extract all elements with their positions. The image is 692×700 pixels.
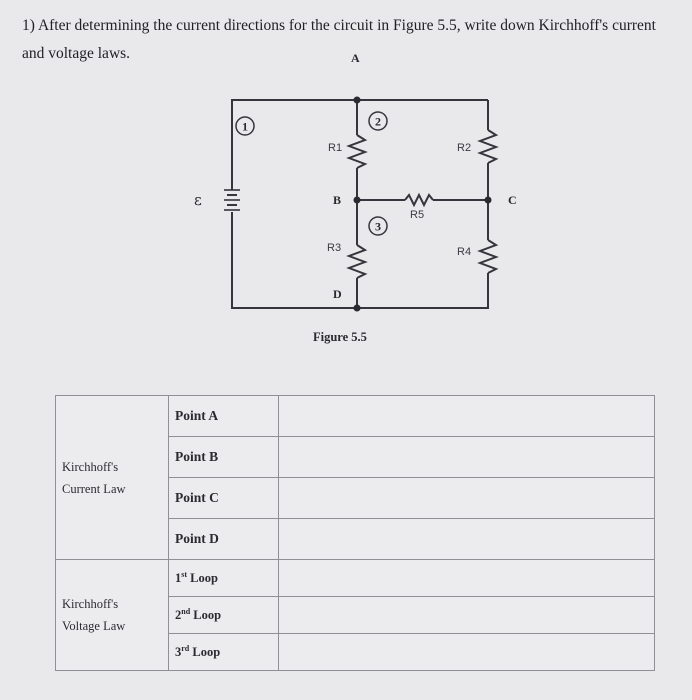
kcl-point-d-answer[interactable] — [279, 519, 655, 560]
kvl-loop-3-sup: rd — [181, 643, 190, 653]
kvl-loop-2-num: 2 — [175, 608, 182, 623]
node-a-dot — [354, 97, 361, 104]
r3-label: R3 — [327, 242, 342, 254]
loop-3-label: 3 — [375, 219, 381, 234]
r4-label: R4 — [457, 246, 472, 258]
kvl-table — [55, 559, 655, 671]
table-row — [56, 396, 655, 437]
kvl-loop-1-word: Loop — [190, 571, 218, 586]
kvl-loop-1-answer[interactable] — [279, 560, 655, 597]
question-body: After determining the current directions for the circuit in Figure 5.5, write down Kirchhoff's current and voltage laws. — [22, 17, 656, 62]
kvl-loop-3-answer[interactable] — [279, 634, 655, 671]
kvl-loop-3-num: 3 — [175, 645, 182, 660]
answer-tables — [55, 395, 655, 671]
node-c-label: C — [508, 193, 517, 207]
kcl-point-b-label: Point B — [169, 437, 279, 478]
question-number: 1) — [22, 17, 35, 34]
kvl-label-line1: Kirchhoff's — [62, 597, 119, 611]
kvl-loop-2-sup: nd — [181, 606, 191, 616]
kcl-label-line1: Kirchhoff's — [62, 459, 119, 474]
loop-2-label: 2 — [375, 114, 381, 129]
kcl-point-a-answer[interactable] — [279, 396, 655, 437]
kcl-point-c-label: Point C — [169, 478, 279, 519]
resistor-r5-zigzag — [405, 195, 433, 205]
kvl-category — [56, 560, 169, 671]
node-c-dot — [485, 197, 492, 204]
table-row — [56, 560, 655, 597]
kvl-loop-2-label — [169, 597, 279, 634]
resistor-r4-zigzag — [480, 240, 496, 273]
kvl-loop-3-word: Loop — [192, 645, 221, 660]
node-b-dot — [354, 197, 361, 204]
resistor-r1-zigzag — [349, 135, 365, 168]
kcl-point-c-answer[interactable] — [279, 478, 655, 519]
r2-label: R2 — [457, 142, 472, 154]
kvl-loop-1-label — [169, 560, 279, 597]
kvl-label-line2: Voltage Law — [62, 619, 126, 633]
kcl-point-d-label: Point D — [169, 519, 279, 560]
figure-caption: Figure 5.5 — [313, 330, 367, 344]
kvl-loop-1-num: 1 — [175, 571, 182, 586]
r5-label: R5 — [410, 209, 425, 221]
resistor-r2-zigzag — [480, 130, 496, 163]
emf-symbol: ε — [194, 191, 202, 209]
kvl-loop-2-word: Loop — [193, 608, 222, 623]
node-d-label: D — [333, 287, 342, 301]
wire-r4-bottom — [357, 273, 488, 308]
kcl-category — [56, 396, 169, 560]
loop-1-label: 1 — [242, 119, 248, 134]
kcl-table — [55, 395, 655, 560]
kcl-point-a-label: Point A — [169, 396, 279, 437]
battery-icon — [224, 190, 240, 210]
node-b-label: B — [333, 193, 342, 207]
r1-label: R1 — [328, 142, 343, 154]
kvl-loop-2-answer[interactable] — [279, 597, 655, 634]
node-a-label: A — [351, 51, 360, 65]
resistor-r3-zigzag — [349, 245, 365, 278]
kcl-point-b-answer[interactable] — [279, 437, 655, 478]
kcl-label-line2: Current Law — [62, 481, 126, 496]
kvl-loop-1-sup: st — [181, 569, 188, 579]
kvl-loop-3-label — [169, 634, 279, 671]
node-d-dot — [354, 305, 361, 312]
